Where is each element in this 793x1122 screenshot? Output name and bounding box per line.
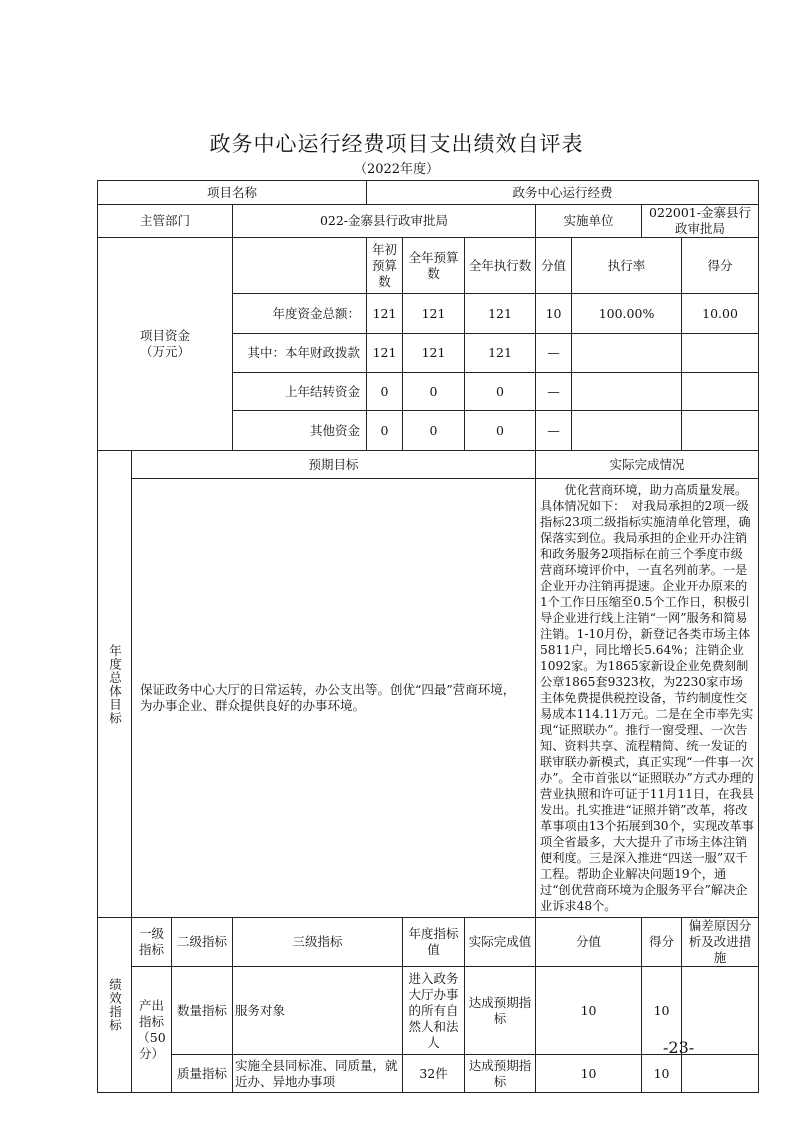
fund-header-score: 得分 xyxy=(682,238,759,294)
fund-rate xyxy=(572,334,682,373)
fund-weight: — xyxy=(536,334,572,373)
perf-level2: 质量指标 xyxy=(172,1055,233,1093)
year-subtitle: （2022年度） xyxy=(353,162,440,177)
perf-actual: 达成预期指标 xyxy=(465,967,536,1055)
fund-rate: 100.00% xyxy=(572,294,682,334)
fund-weight: 10 xyxy=(536,294,572,334)
fund-header-row xyxy=(98,238,759,294)
perf-header-target: 年度指标值 xyxy=(403,918,465,967)
fund-initial: 0 xyxy=(367,373,403,411)
fund-initial: 121 xyxy=(367,334,403,373)
perf-weight: 10 xyxy=(536,967,642,1055)
fund-weight: — xyxy=(536,411,572,451)
perf-level3: 服务对象 xyxy=(233,967,403,1055)
fund-annual: 121 xyxy=(403,294,465,334)
goals-header-row xyxy=(98,451,759,479)
perf-target: 32件 xyxy=(403,1055,465,1093)
fund-score xyxy=(682,334,759,373)
project-name-value: 政务中心运行经费 xyxy=(367,181,759,205)
fund-header-weight: 分值 xyxy=(536,238,572,294)
perf-score: 10 xyxy=(642,1055,682,1093)
fund-row-label: 年度资金总额： xyxy=(233,294,367,334)
perf-header-weight: 分值 xyxy=(536,918,642,967)
annual-goal-label-text: 年度总体目标 xyxy=(107,643,123,725)
perf-header-actual: 实际完成值 xyxy=(465,918,536,967)
fund-label-line2: （万元） xyxy=(139,344,190,359)
perf-target: 进入政务大厅办事的所有自然人和法人 xyxy=(403,967,465,1055)
project-name-label: 项目名称 xyxy=(98,181,367,205)
fund-label-line1: 项目资金 xyxy=(139,328,190,343)
perf-header-level1: 一级指标 xyxy=(132,918,172,967)
goals-content-row xyxy=(98,479,759,918)
expected-goal-text: 保证政务中心大厅的日常运转，办公支出等。创优“四最”营商环境，为办事企业、群众提供良好的办事环境。 xyxy=(132,479,536,918)
fund-executed: 121 xyxy=(465,334,536,373)
perf-level3: 实施全县同标准、同质量，就近办、异地办事项 xyxy=(233,1055,403,1093)
fund-annual: 121 xyxy=(403,334,465,373)
perf-reason xyxy=(682,1055,759,1093)
actual-completion-text: 优化营商环境，助力高质量发展。具体情况如下： 对我局承担的2项一级指标23项二级指标实施清单化管理，确保落实到位。我局承担的企业开办注销和政务服务2项指标在前三个季度市级营商环境评价中，一直名列前茅。一是企业开办注销再提速。企业开办原来的1个工作日压缩至0.5个工作日，积极引导企业进行线上注销“一网”服务和简易注销。1-10月份，新登记各类市场主体5811户，同比增长5.64%；注销企业1092家。为1865家新设企业免费刻制公章1865套9323枚，为2230家市场主体免费提供税控设备，节约制度性交易成本114.11万元。二是在全市率先实现“证照联办”。推行一窗受理、一次告知、资料共享、流程精简、统一发证的联审联办新模式，真正实现“一件事一次办”。全市首张以“证照联办”方式办理的营业执照和许可证于11月11日，在我县发出。扎实推进“证照并销”改革，将改革事项由13个拓展到30个，实现改革事项全省最多，大大提升了市场主体注销便利度。三是深入推进“四送一服”双千工程。帮助企业解决问题19个，通过“创优营商环境为企服务平台”解决企业诉求48个。 xyxy=(536,479,759,918)
perf-header-reason: 偏差原因分析及改进措施 xyxy=(682,918,759,967)
perf-header-score: 得分 xyxy=(642,918,682,967)
perf-level2: 数量指标 xyxy=(172,967,233,1055)
fund-score xyxy=(682,411,759,451)
fund-rate xyxy=(572,373,682,411)
perf-header-row xyxy=(98,918,759,967)
dept-label: 主管部门 xyxy=(98,205,233,238)
fund-header-annual: 全年预算数 xyxy=(403,238,465,294)
fund-executed: 0 xyxy=(465,373,536,411)
fund-header-initial: 年初预算数 xyxy=(367,238,403,294)
fund-weight: — xyxy=(536,373,572,411)
perf-level1: 产出指标（50分） xyxy=(132,967,172,1093)
perf-actual: 达成预期指标 xyxy=(465,1055,536,1093)
fund-score xyxy=(682,373,759,411)
fund-section-label xyxy=(98,238,233,451)
annual-goal-label xyxy=(98,451,132,918)
perf-row xyxy=(98,1055,759,1093)
fund-score: 10.00 xyxy=(682,294,759,334)
fund-initial: 0 xyxy=(367,411,403,451)
perf-header-level3: 三级指标 xyxy=(233,918,403,967)
department-row xyxy=(98,205,759,238)
performance-table xyxy=(97,180,759,1093)
perf-header-level2: 二级指标 xyxy=(172,918,233,967)
fund-row-label: 上年结转资金 xyxy=(233,373,367,411)
impl-unit-label: 实施单位 xyxy=(536,205,642,238)
fund-header-executed: 全年执行数 xyxy=(465,238,536,294)
perf-score: 10 xyxy=(642,967,682,1055)
fund-header-blank xyxy=(233,238,367,294)
fund-rate xyxy=(572,411,682,451)
impl-unit-value: 022001-金寨县行政审批局 xyxy=(642,205,759,238)
perf-row xyxy=(98,967,759,1055)
perf-weight: 10 xyxy=(536,1055,642,1093)
page-number: -23- xyxy=(663,1038,695,1057)
page-title: 政务中心运行经费项目支出绩效自评表 xyxy=(209,132,584,156)
fund-executed: 0 xyxy=(465,411,536,451)
dept-value: 022-金寨县行政审批局 xyxy=(233,205,536,238)
fund-annual: 0 xyxy=(403,411,465,451)
fund-row-label: 其中：本年财政拨款 xyxy=(233,334,367,373)
fund-header-rate: 执行率 xyxy=(572,238,682,294)
expected-goal-header: 预期目标 xyxy=(132,451,536,479)
fund-executed: 121 xyxy=(465,294,536,334)
perf-indicator-label xyxy=(98,918,132,1093)
fund-row-label: 其他资金 xyxy=(233,411,367,451)
fund-annual: 0 xyxy=(403,373,465,411)
perf-indicator-label-text: 绩效指标 xyxy=(107,978,123,1032)
actual-completion-header: 实际完成情况 xyxy=(536,451,759,479)
fund-initial: 121 xyxy=(367,294,403,334)
project-name-row xyxy=(98,181,759,205)
